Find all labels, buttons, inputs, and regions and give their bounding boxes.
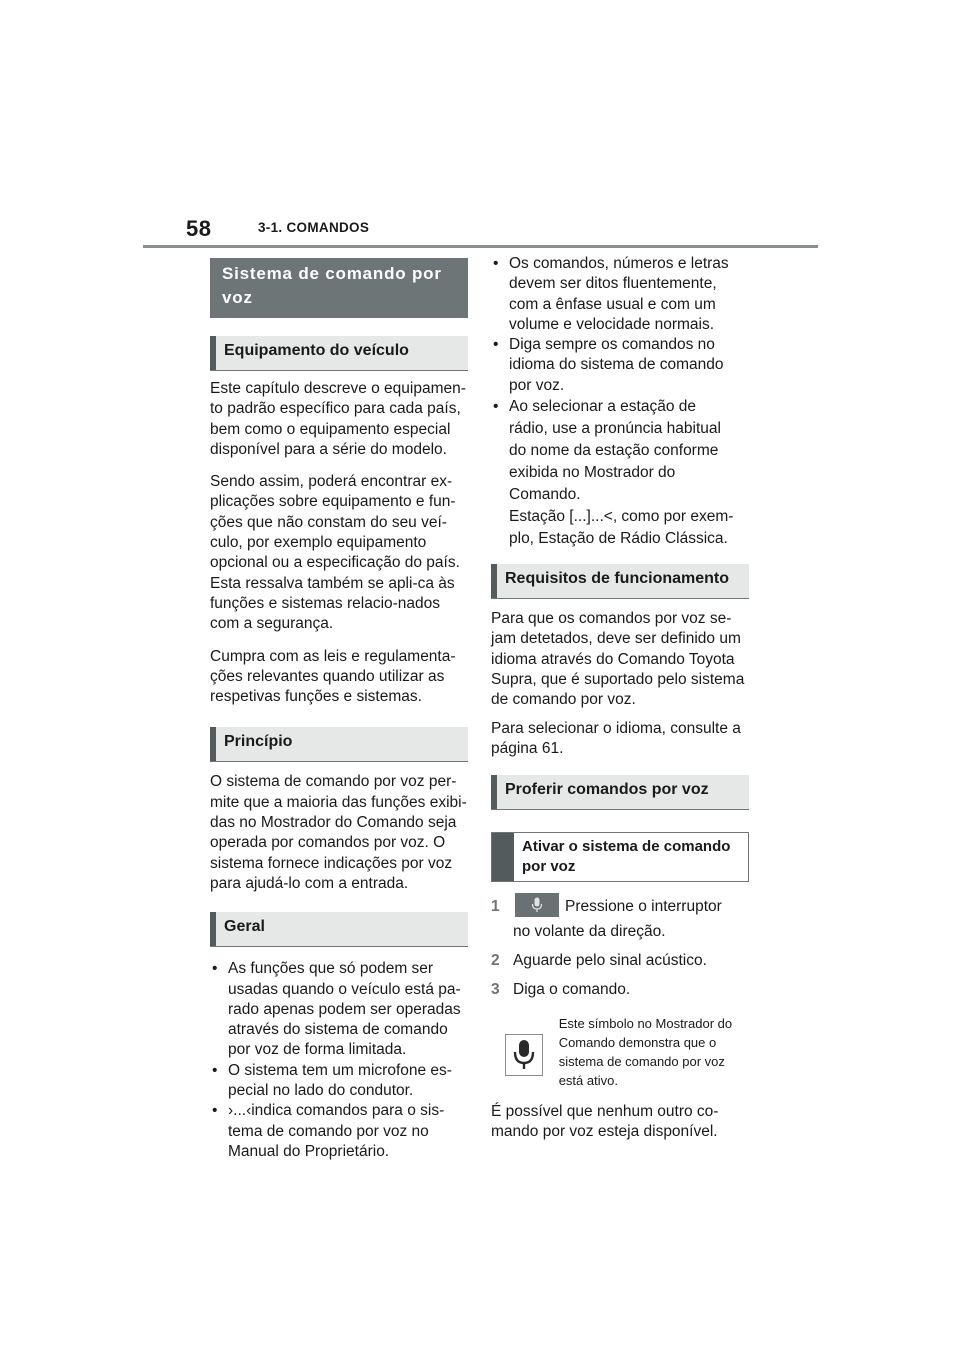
paragraph: O sistema de comando por voz per-mite que a maioria das funções exibi-das no Mostrador do Comando seja operada por comandos por voz. O sistema fornece indicações por voz para ajudá-lo com a entrada. [210,773,467,892]
paragraph: Este capítulo descreve o equipamen-to padrão específico para cada país, bem como o equipamento especial disponível para a série do modelo. [210,380,466,458]
paragraph: Para que os comandos por voz se-jam detetados, deve ser definido um idioma através do Comando Toyota Supra, que é suportado pelo sistema de comando por voz. [491,610,745,709]
paragraph: É possível que nenhum outro co-mando por voz esteja disponível. [491,1103,719,1141]
list-item: • ›...‹indica comandos para o sis-tema de comando por voz no Manual do Proprietário. [210,1101,468,1162]
subheading-geral [210,912,468,947]
subheading-label: Equipamento do veículo [224,342,409,359]
subheading-proferir [491,775,749,810]
microphone-icon [513,1039,535,1071]
procedure-title: Ativar o sistema de comando por voz [522,838,731,876]
paragraph: Sendo assim, poderá encontrar ex-plicações sobre equipamento e fun-ções que não constam do seu veí-culo, por exemplo equipamento opcional ou a especificação do país. Esta ressalva também se apli-ca às funções e sistemas relacio-nados com a segurança. [210,473,460,633]
paragraph: Cumpra com as leis e regulamenta-ções relevantes quando utilizar as respetivas funções e sistemas. [210,647,456,706]
header-rule [143,245,818,248]
bullet-list [491,254,749,550]
step-1: 1 Pressione o interruptor no volante da direção. [491,894,749,944]
note-text: Este símbolo no Mostrador do Comando demonstra que o sistema de comando por voz está ativo. [558,1016,733,1089]
subheading-equipamento [210,336,468,371]
left-column [210,258,468,1162]
symbol-note [491,1014,749,1090]
section-title: Sistema de comando por voz [210,258,468,318]
subheading-label: Princípio [224,733,293,751]
microphone-icon [531,897,543,913]
subheading-principio [210,727,468,762]
step-2: 2 Aguarde pelo sinal acústico. [491,952,707,970]
procedure-box [491,832,749,882]
subheading-label: Requisitos de funcionamento [505,570,730,588]
list-item: • As funções que só podem ser usadas quando o veículo está pa-rado apenas podem ser operadas através do sistema de comando por voz de forma limitada. [210,959,468,1060]
list-item: • Diga sempre os comandos no idioma do sistema de comando por voz. [491,335,749,396]
subheading-requisitos [491,564,749,599]
step-3: 3 Diga o comando. [491,981,631,999]
voice-button-icon [515,893,559,917]
page-number: 58 [186,216,212,241]
subheading-label: Geral [224,918,265,936]
list-item: • Os comandos, números e letras devem ser ditos fluentemente, com a ênfase usual e com um volume e velocidade normais. [491,254,749,335]
paragraph: Para selecionar o idioma, consulte a página 61. [491,719,741,757]
microphone-symbol-box [505,1034,543,1076]
subheading-label: Proferir comandos por voz [505,781,709,799]
bullet-list [210,959,468,1162]
chapter-title: 3-1. COMANDOS [258,220,370,235]
right-column [491,254,749,1143]
list-item: • O sistema tem um microfone es-pecial no lado do condutor. [210,1061,468,1102]
list-item: • Ao selecionar a estação de rádio, use a pronúncia habitual do nome da estação conforme exibida no Mostrador do Comando. Estação [...]...<, como por exem- plo, Estação de Rádio Clássica. [491,396,749,550]
